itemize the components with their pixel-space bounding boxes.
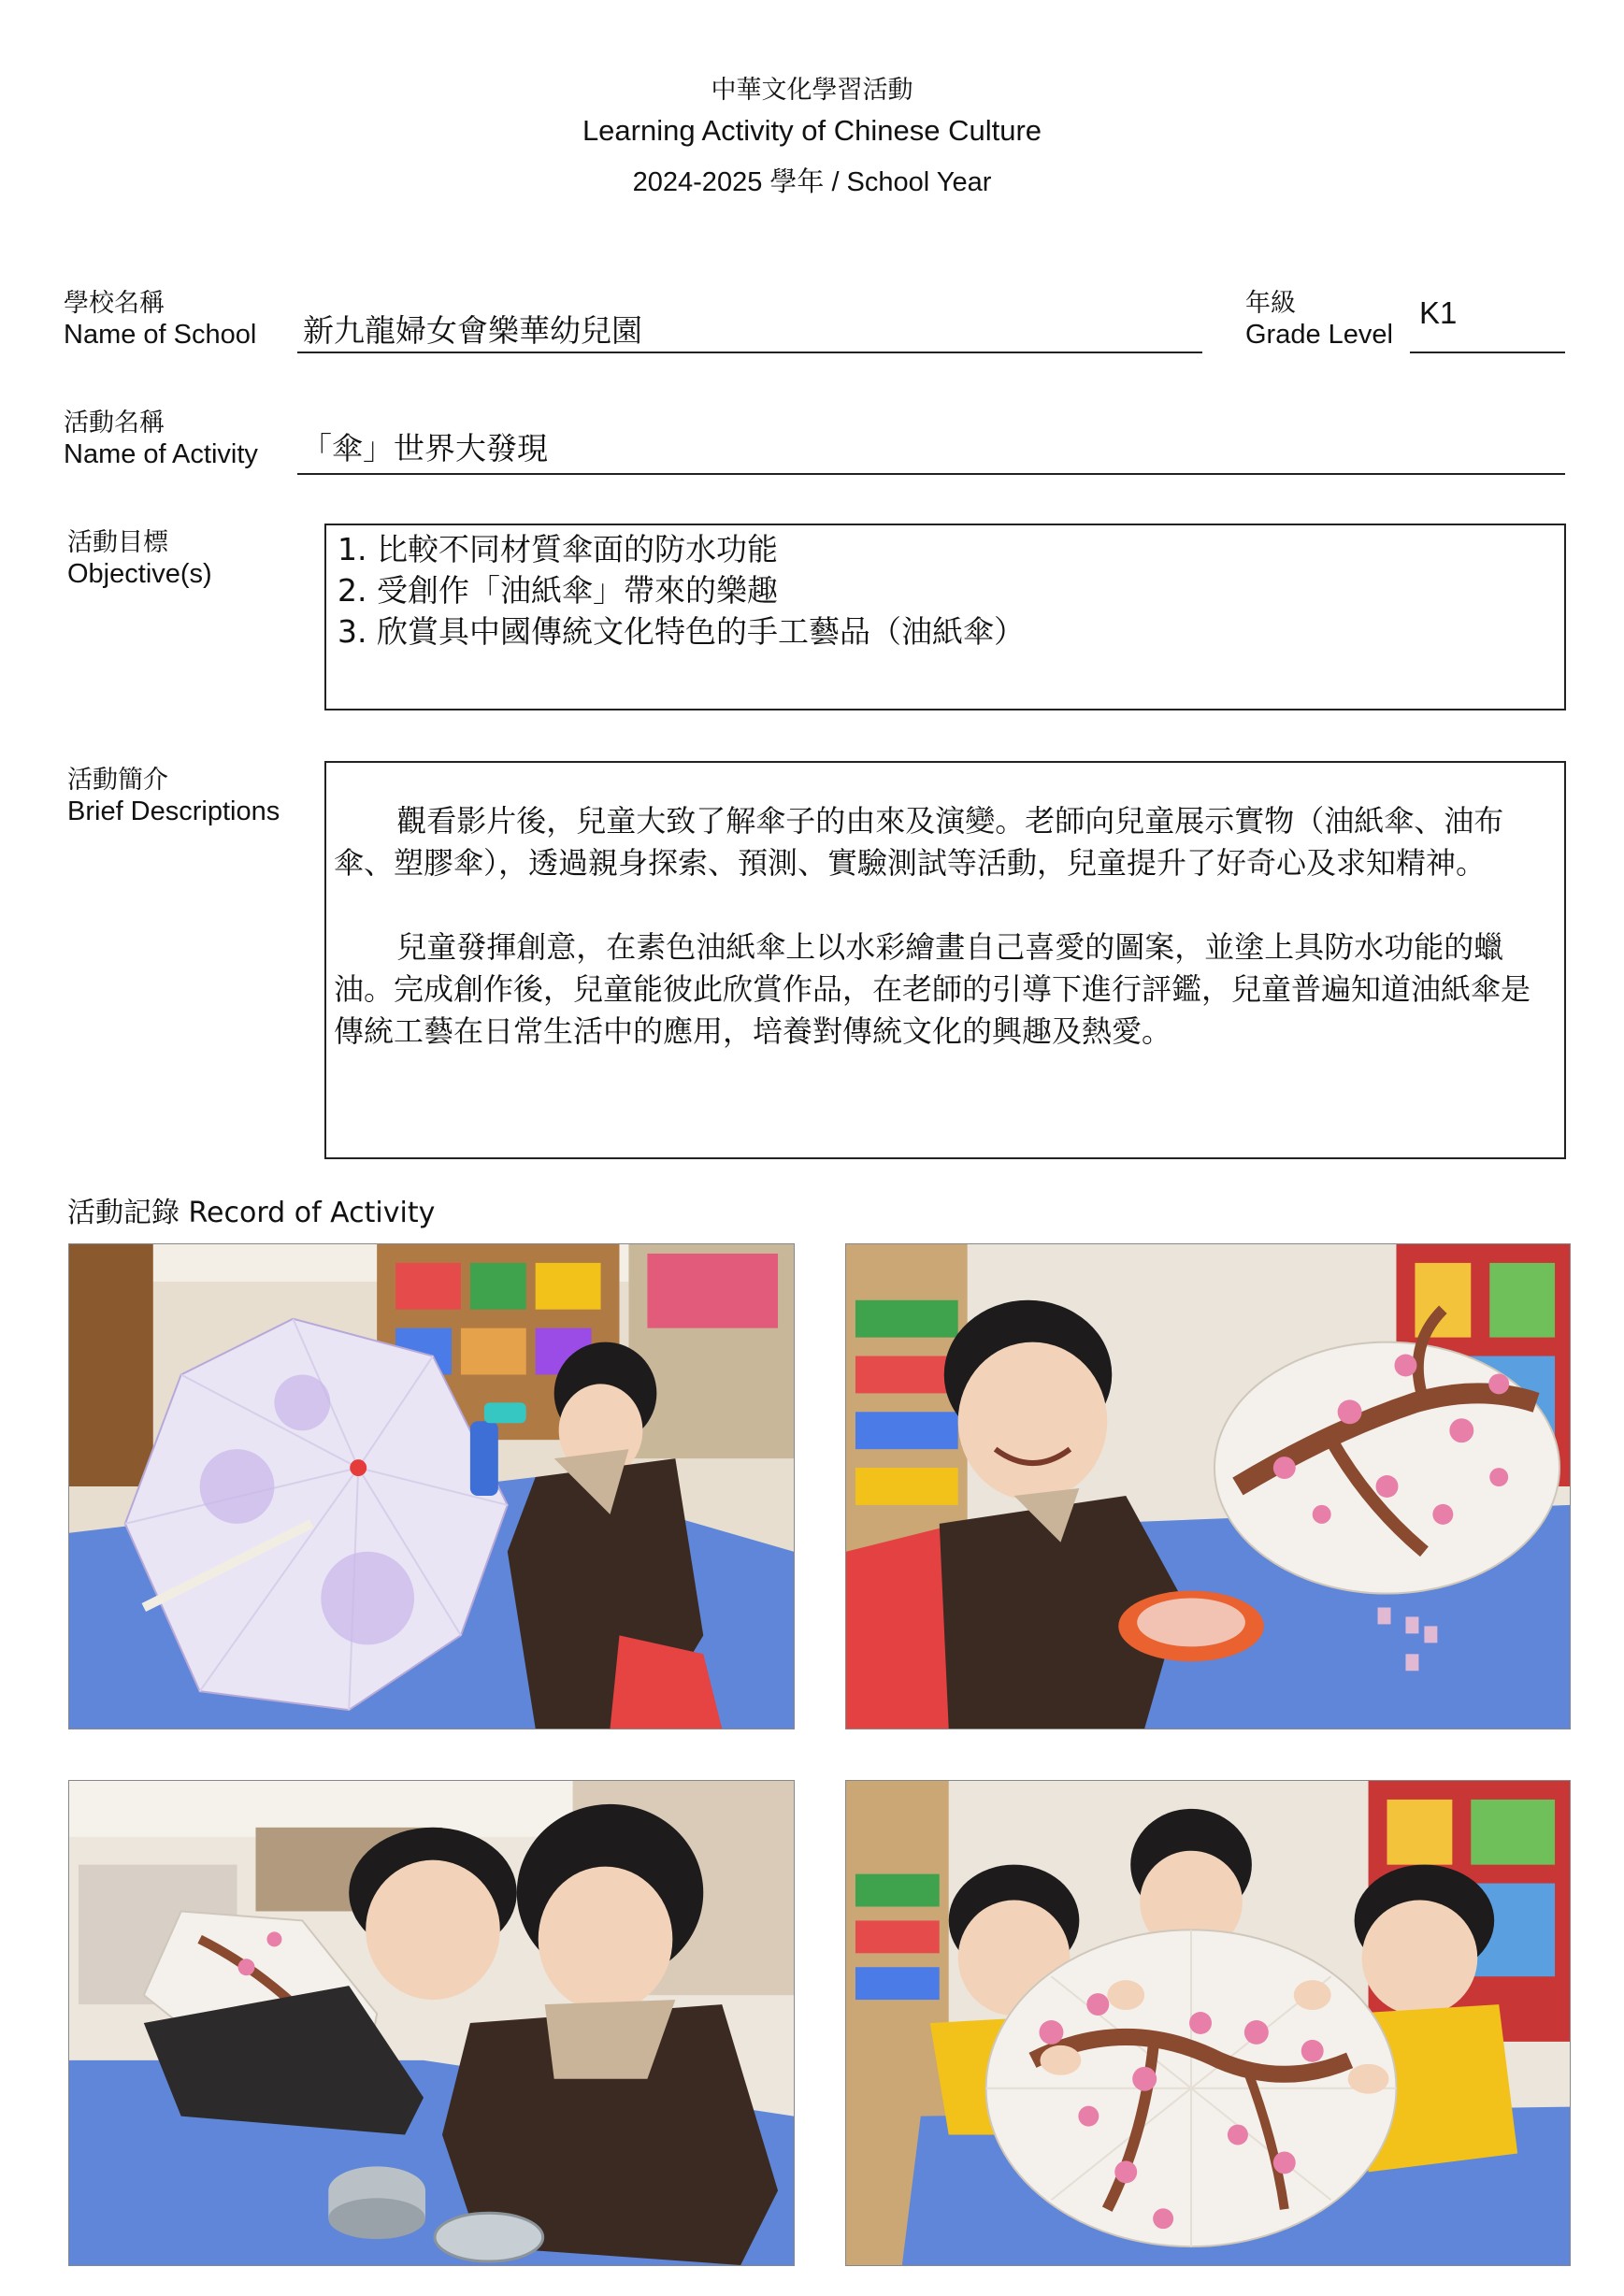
activity-label-zh: 活動名稱	[64, 409, 165, 438]
activity-name-value: 「傘」世界大發現	[301, 430, 548, 466]
activity-name-field	[297, 426, 1565, 475]
school-year: 2024-2025 學年 / School Year	[632, 167, 992, 197]
description-label-zh: 活動簡介	[67, 766, 168, 795]
school-label-en: Name of School	[64, 320, 257, 350]
school-name-field	[297, 309, 1202, 353]
objectives-label-en: Objective(s)	[67, 559, 212, 589]
activity-label-en: Name of Activity	[64, 439, 258, 469]
objective-item: 1. 比較不同材質傘面的防水功能	[338, 531, 778, 567]
photo-children-holding-umbrella	[845, 1780, 1571, 2266]
grade-label-zh: 年級	[1245, 289, 1296, 318]
grade-value: K1	[1419, 295, 1458, 330]
objectives-box	[324, 524, 1566, 710]
objective-item: 2. 受創作「油紙傘」帶來的樂趣	[338, 572, 778, 609]
page-title-zh: 中華文化學習活動	[711, 76, 913, 104]
grade-field	[1410, 295, 1565, 353]
description-paragraph: 兒童發揮創意，在素色油紙傘上以水彩繪畫自己喜愛的圖案，並塗上具防水功能的蠟油。完成創作後，兒童能彼此欣賞作品，在老師的引導下進行評鑑，兒童普遍知道油紙傘是傳統工藝在日常生活中的應用，培養對傳統文化的興趣及熱愛。	[334, 929, 1531, 1049]
page-title-en: Learning Activity of Chinese Culture	[582, 114, 1042, 147]
description-box	[324, 761, 1566, 1159]
photo-child-painting-umbrella	[845, 1243, 1571, 1729]
grade-label-en: Grade Level	[1245, 320, 1393, 350]
photo-children-waxing-umbrella	[68, 1780, 795, 2266]
school-name-value: 新九龍婦女會樂華幼兒園	[303, 312, 642, 349]
photo-child-spraying-umbrella	[68, 1243, 795, 1729]
objective-item: 3. 欣賞具中國傳統文化特色的手工藝品（油紙傘）	[338, 613, 1025, 650]
record-label: 活動記錄 Record of Activity	[67, 1197, 436, 1229]
description-label-en: Brief Descriptions	[67, 796, 280, 826]
school-label-zh: 學校名稱	[64, 289, 165, 318]
objectives-label-zh: 活動目標	[67, 528, 168, 557]
description-paragraph: 觀看影片後，兒童大致了解傘子的由來及演變。老師向兒童展示實物（油紙傘、油布傘、塑膠傘），透過親身探索、預測、實驗測試等活動，兒童提升了好奇心及求知精神。	[334, 803, 1504, 881]
